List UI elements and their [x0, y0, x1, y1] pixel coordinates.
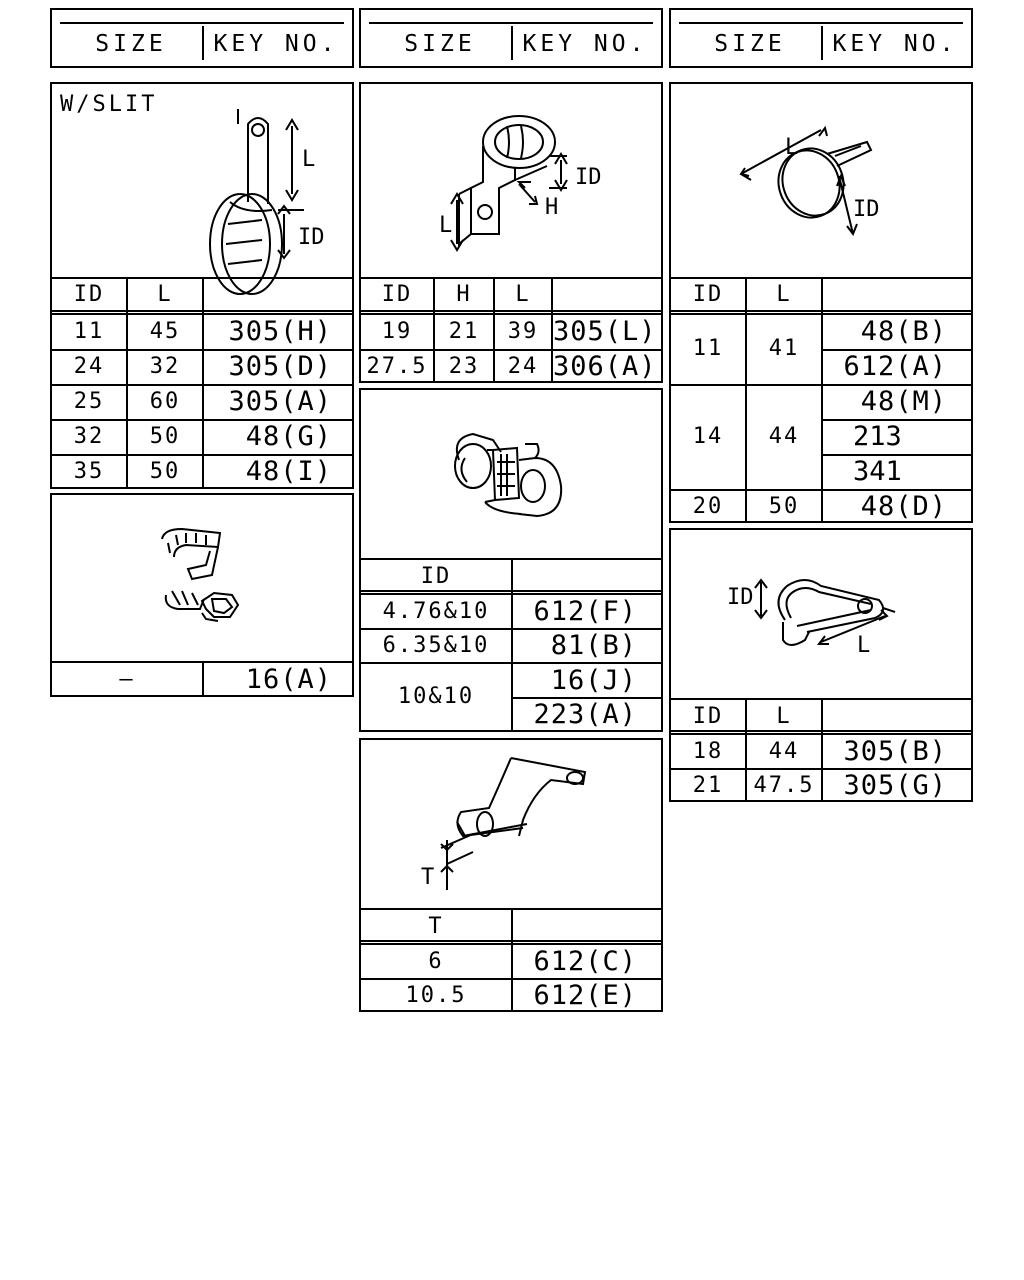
slit-clamp-drawing	[52, 84, 352, 279]
dim-id: ID	[575, 165, 602, 190]
dim-h: H	[545, 195, 559, 220]
flat-strap-drawing	[361, 740, 661, 908]
dim-l: L	[302, 147, 316, 172]
dim-id: ID	[853, 197, 880, 222]
bracket-clip-drawing	[52, 495, 352, 660]
key-305h: 305(H)	[228, 316, 332, 347]
size-dash: —	[119, 667, 135, 692]
size-header: SIZE	[95, 31, 167, 57]
header-col-3	[669, 8, 973, 68]
tab-clamp-drawing	[671, 84, 971, 279]
header-col-1	[50, 8, 354, 68]
dim-t: T	[421, 865, 435, 890]
dim-l: L	[439, 213, 453, 238]
dim-l: L	[785, 135, 799, 160]
panel-slit-clamp: W/SLIT L ID ID L 11 45 305(H) 24 32 305(D) 25 60 305(A) 32 50 48(G) 35 50 48(I)	[50, 82, 354, 489]
panel-flat-strap: T T 6 612(C) 10.5 612(E)	[359, 738, 663, 1012]
col-id: ID	[73, 282, 105, 307]
size-header: SIZE	[404, 31, 476, 57]
header-col-2	[359, 8, 663, 68]
dim-l: L	[857, 633, 871, 658]
dim-id: ID	[298, 225, 325, 250]
standoff-clamp-drawing	[361, 84, 661, 279]
key-no-header: KEY NO.	[832, 31, 958, 57]
panel-tab-clamp: L ID ID L 11 41 48(B) 612(A) 14 44 48(M) 213 341 20 50 48(D)	[669, 82, 973, 523]
panel-double-clip: ID 4.76&10 612(F) 6.35&10 81(B) 10&10 16(J) 223(A)	[359, 388, 663, 732]
panel-bracket-clip: — 16(A)	[50, 493, 354, 697]
key-no-header: KEY NO.	[522, 31, 648, 57]
col-l: L	[157, 282, 173, 307]
panel-standoff-clamp: ID H L ID H L 19 21 39 305(L) 27.5 23 24 306(A)	[359, 82, 663, 383]
size-header: SIZE	[714, 31, 786, 57]
key-no-header: KEY NO.	[213, 31, 339, 57]
double-clip-drawing	[361, 390, 661, 558]
slit-note: W/SLIT	[60, 92, 158, 117]
panel-p-clip: ID L ID L 18 44 305(B) 21 47.5 305(G)	[669, 528, 973, 802]
dim-id: ID	[727, 585, 754, 610]
p-clip-drawing	[671, 530, 971, 698]
